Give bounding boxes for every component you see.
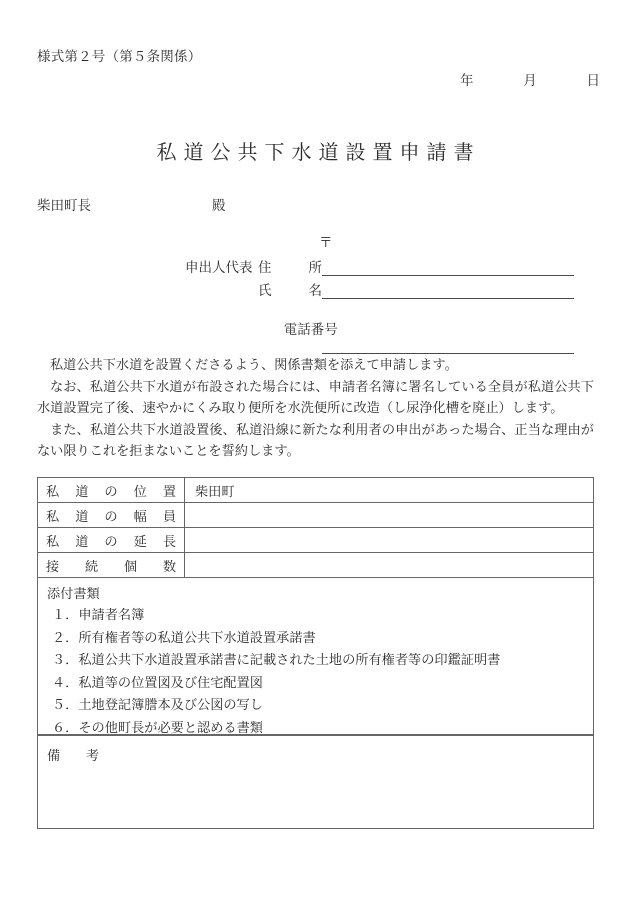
name-field-row <box>258 279 574 299</box>
label-char: 道 <box>75 509 89 525</box>
attachments-section <box>37 573 594 735</box>
remarks-section[interactable] <box>37 735 594 829</box>
row-label-road-location <box>38 478 185 503</box>
name-label-right: 名 <box>308 283 322 299</box>
row-value-road-length[interactable] <box>185 528 594 553</box>
phone-field-label <box>258 302 338 354</box>
label-char: 接 <box>46 559 60 575</box>
address-input[interactable] <box>322 260 574 276</box>
table-row <box>38 503 594 528</box>
date-line <box>460 69 600 89</box>
phone-label-left: 電話 <box>283 322 311 338</box>
phone-label-right: 番号 <box>310 322 338 338</box>
name-label-left: 氏 <box>258 283 272 299</box>
label-char: 員 <box>162 509 176 525</box>
date-month-label: 月 <box>523 73 537 89</box>
list-item: ５．土地登記簿謄本及び公図の写し <box>52 698 263 713</box>
body-paragraph-1: 私道公共下水道を設置くださるよう、関係書類を添えて申請します。 <box>50 358 458 373</box>
address-field-row <box>258 256 574 276</box>
label-char: 私 <box>46 509 60 525</box>
label-char: の <box>104 484 118 500</box>
table-row <box>38 478 594 503</box>
label-char: 個 <box>123 559 138 575</box>
list-item: ４．私道等の位置図及び住宅配置図 <box>52 675 263 691</box>
label-char: の <box>104 509 118 525</box>
name-field-label <box>258 279 322 299</box>
label-char: 位 <box>133 484 147 500</box>
form-number: 様式第２号（第５条関係） <box>37 49 202 65</box>
label-char: 続 <box>84 559 99 575</box>
label-char: 幅 <box>133 509 147 525</box>
label-char: 道 <box>75 484 89 500</box>
road-details-table <box>37 477 594 578</box>
phone-input[interactable] <box>322 338 574 354</box>
body-text <box>37 355 594 463</box>
addressee-name: 柴田町長 <box>37 198 91 214</box>
body-paragraph-3: また、私道公共下水道設置後、私道沿線に新たな利用者の申出があった場合、正当な理由がない限りこれを拒まないことを誓約します。 <box>37 422 594 459</box>
label-char: 数 <box>162 559 176 575</box>
label-char: の <box>104 534 118 550</box>
row-label-road-width <box>38 503 185 528</box>
phone-field-row <box>258 302 574 354</box>
label-char: 私 <box>46 484 60 500</box>
remarks-label-left: 備 <box>47 749 61 764</box>
name-input[interactable] <box>322 283 574 299</box>
list-item: ３．私道公共下水道設置承諾書に記載された土地の所有権者等の印鑑証明書 <box>52 653 501 668</box>
row-label-road-length <box>38 528 185 553</box>
postal-code-mark-icon: 〒 <box>319 235 333 251</box>
row-value-road-location[interactable]: 柴田町 <box>185 478 594 503</box>
list-item: ６．その他町長が必要と認める書類 <box>52 720 263 736</box>
address-field-label <box>258 256 322 276</box>
date-year-label: 年 <box>460 73 474 89</box>
label-char: 置 <box>162 484 176 500</box>
address-label-right: 所 <box>308 260 322 276</box>
label-char: 私 <box>46 534 60 550</box>
list-item: １．申請者名簿 <box>52 608 145 623</box>
remarks-label <box>47 745 99 764</box>
body-paragraph-2: なお、私道公共下水道が布設された場合には、申請者名簿に署名している全員が私道公共下水道設置完了後、速やかにくみ取り便所を水洗便所に改造（し尿浄化槽を廃止）します。 <box>37 379 594 416</box>
attachments-list <box>52 605 500 740</box>
attachments-title: 添付書類 <box>47 587 100 602</box>
table-row <box>38 528 594 553</box>
applicant-representative-label: 申出人代表 <box>185 260 253 276</box>
remarks-label-right: 考 <box>85 749 99 764</box>
document-title: 私道公共下水道設置申請書 <box>156 140 481 164</box>
date-day-label: 日 <box>586 73 600 89</box>
row-value-road-width[interactable] <box>185 503 594 528</box>
address-label-left: 住 <box>258 260 272 276</box>
addressee-honorific: 殿 <box>212 198 226 214</box>
label-char: 延 <box>133 534 147 550</box>
label-char: 長 <box>162 534 176 550</box>
list-item: ２．所有権者等の私道公共下水道設置承諾書 <box>52 630 316 646</box>
label-char: 道 <box>75 534 89 550</box>
